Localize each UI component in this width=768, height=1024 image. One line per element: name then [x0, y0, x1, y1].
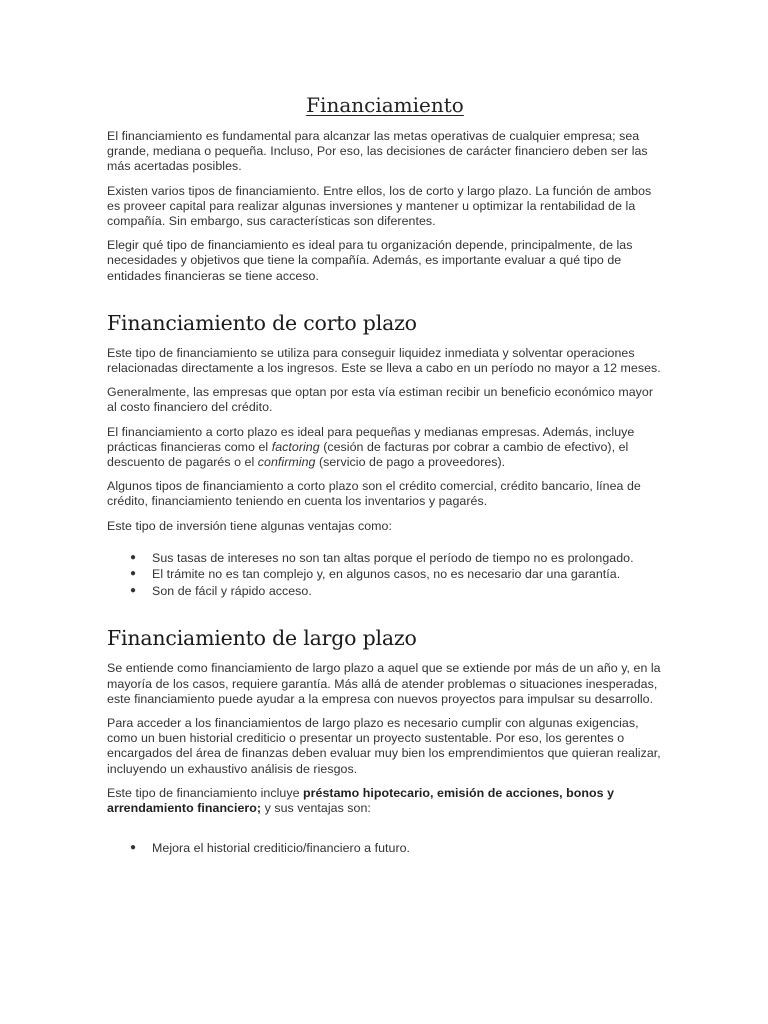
bullet-icon: ●	[130, 551, 137, 563]
short-term-paragraph-4: Algunos tipos de financiamiento a corto plazo son el crédito comercial, crédito bancario, línea de crédito, financiamiento teniendo en cuenta los inventarios y pagarés.	[107, 479, 641, 509]
short-term-p3-text-3: (servicio de pago a proveedores).	[315, 455, 506, 470]
confirming-term: confirming	[257, 455, 316, 470]
long-term-heading: Financiamiento de largo plazo	[107, 626, 417, 651]
list-item	[130, 583, 663, 600]
document-page	[107, 92, 663, 857]
long-term-p3-text-1: Este tipo de financiamiento incluye	[107, 785, 304, 800]
list-item-text: Mejora el historial crediticio/financiero a futuro.	[152, 841, 411, 856]
short-term-paragraph-3	[107, 425, 663, 471]
bullet-icon: ●	[130, 842, 137, 854]
list-item	[130, 840, 663, 857]
page-title: Financiamiento	[306, 93, 464, 117]
short-term-heading: Financiamiento de corto plazo	[107, 310, 417, 335]
short-term-p3-text-2: (cesión de facturas por cobrar a cambio de efectivo), el descuento de pagarés o el	[107, 439, 629, 470]
long-term-paragraph-2: Para acceder a los financiamientos de largo plazo es necesario cumplir con algunas exigencias, como un buen historial crediticio o presentar un proyecto sustentable. Por eso, los gerentes o encargados del área de finanzas deben evaluar muy bien los emprendimientos que quieran realizar, incluyendo un exhaustivo análisis de riesgos.	[107, 715, 661, 776]
short-term-paragraph-5: Este tipo de inversión tiene algunas ventajas como:	[107, 518, 392, 533]
list-item	[130, 566, 663, 583]
bullet-icon: ●	[130, 584, 137, 596]
intro-paragraph-1: El financiamiento es fundamental para alcanzar las metas operativas de cualquier empresa; sea grande, mediana o pequeña. Incluso, Por eso, las decisiones de carácter financiero deben ser las más acertadas posibles.	[107, 129, 648, 174]
factoring-term: factoring	[271, 439, 320, 454]
long-term-p3-text-2: y sus ventajas son:	[261, 800, 371, 815]
list-item-text: Son de fácil y rápido acceso.	[152, 583, 312, 598]
list-item-text: El trámite no es tan complejo y, en algunos casos, no es necesario dar una garantía.	[152, 567, 621, 582]
long-term-paragraph-1: Se entiende como financiamiento de largo plazo a aquel que se extiende por más de un año y, en la mayoría de los casos, requiere garantía. Más allá de atender problemas o situaciones inesperadas, este financiamiento puede ayudar a la empresa con nuevos proyectos para impulsar su desarrollo.	[107, 661, 661, 706]
short-term-p3-text-1: El financiamiento a corto plazo es ideal para pequeñas y medianas empresas. Además, incluye prácticas financieras como el	[107, 424, 635, 454]
intro-paragraph-3: Elegir qué tipo de financiamiento es ideal para tu organización depende, principalmente, de las necesidades y objetivos que tiene la compañía. Además, es importante evaluar a qué tipo de entidades financieras se tiene acceso.	[107, 238, 633, 283]
bullet-icon: ●	[130, 568, 137, 580]
intro-paragraph-2: Existen varios tipos de financiamiento. Entre ellos, los de corto y largo plazo. La función de ambos es proveer capital para realizar algunas inversiones y mantener u optimizar la rentabilidad de la compañía. Sin embargo, sus características son diferentes.	[107, 183, 652, 229]
long-term-paragraph-3	[107, 786, 663, 816]
short-term-paragraph-1: Este tipo de financiamiento se utiliza para conseguir liquidez inmediata y solventar operaciones relacionadas directamente a los ingresos. Este se lleva a cabo en un período no mayor a 12 meses.	[107, 345, 661, 376]
long-term-instruments: préstamo hipotecario, emisión de acciones, bonos y arrendamiento financiero;	[107, 785, 615, 815]
list-item-text: Sus tasas de intereses no son tan altas porque el período de tiempo no es prolongado.	[152, 550, 634, 565]
list-item	[130, 550, 663, 567]
long-term-advantages-list	[107, 840, 663, 857]
short-term-paragraph-2: Generalmente, las empresas que optan por esta vía estiman recibir un beneficio económico mayor al costo financiero del crédito.	[107, 385, 654, 415]
short-term-advantages-list	[107, 550, 663, 600]
